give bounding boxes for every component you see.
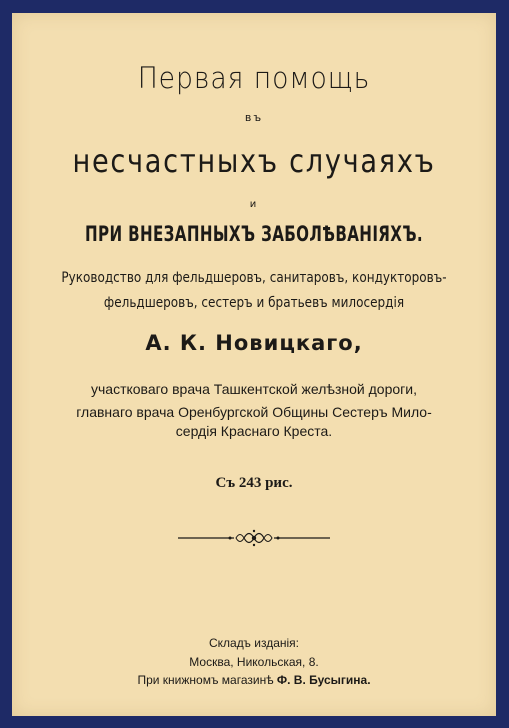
title-page	[12, 13, 496, 716]
author-position-line-3: сердія Краснаго Креста.	[175, 423, 333, 439]
title-line-1: Первая помощь	[137, 61, 371, 95]
author-position-line-2: главнаго врача Оренбургской Общины Сестеръ Мило-	[76, 404, 432, 420]
imprint-line-3	[12, 673, 496, 687]
author-position-line-1: участковаго врача Ташкентской желѣзной дороги,	[91, 381, 417, 397]
subtitle-line-1: Руководство для фельдшеровъ, санитаровъ, кондукторовъ-	[61, 270, 447, 286]
imprint-shop-prefix: При книжномъ магазинѣ	[137, 673, 274, 687]
title-line-3: ПРИ ВНЕЗАПНЫХЪ ЗАБОЛѢВАНІЯХЪ.	[85, 222, 423, 246]
conjunction-line-1: въ	[244, 111, 264, 124]
imprint-shop-name: Ф. В. Бусыгина.	[276, 673, 371, 687]
subtitle-line-2: фельдшеровъ, сестеръ и братьевъ милосердія	[103, 295, 405, 311]
conjunction-line-2: и	[249, 199, 259, 210]
author-name: А. К. Новицкаго,	[145, 331, 363, 355]
imprint-line-2: Москва, Никольская, 8.	[189, 655, 319, 669]
ornament-divider-icon	[176, 528, 332, 548]
figures-note: Съ 243 рис.	[215, 475, 293, 491]
title-line-2: несчастныхъ случаяхъ	[72, 142, 436, 180]
imprint-line-1: Складъ изданія:	[208, 636, 300, 650]
